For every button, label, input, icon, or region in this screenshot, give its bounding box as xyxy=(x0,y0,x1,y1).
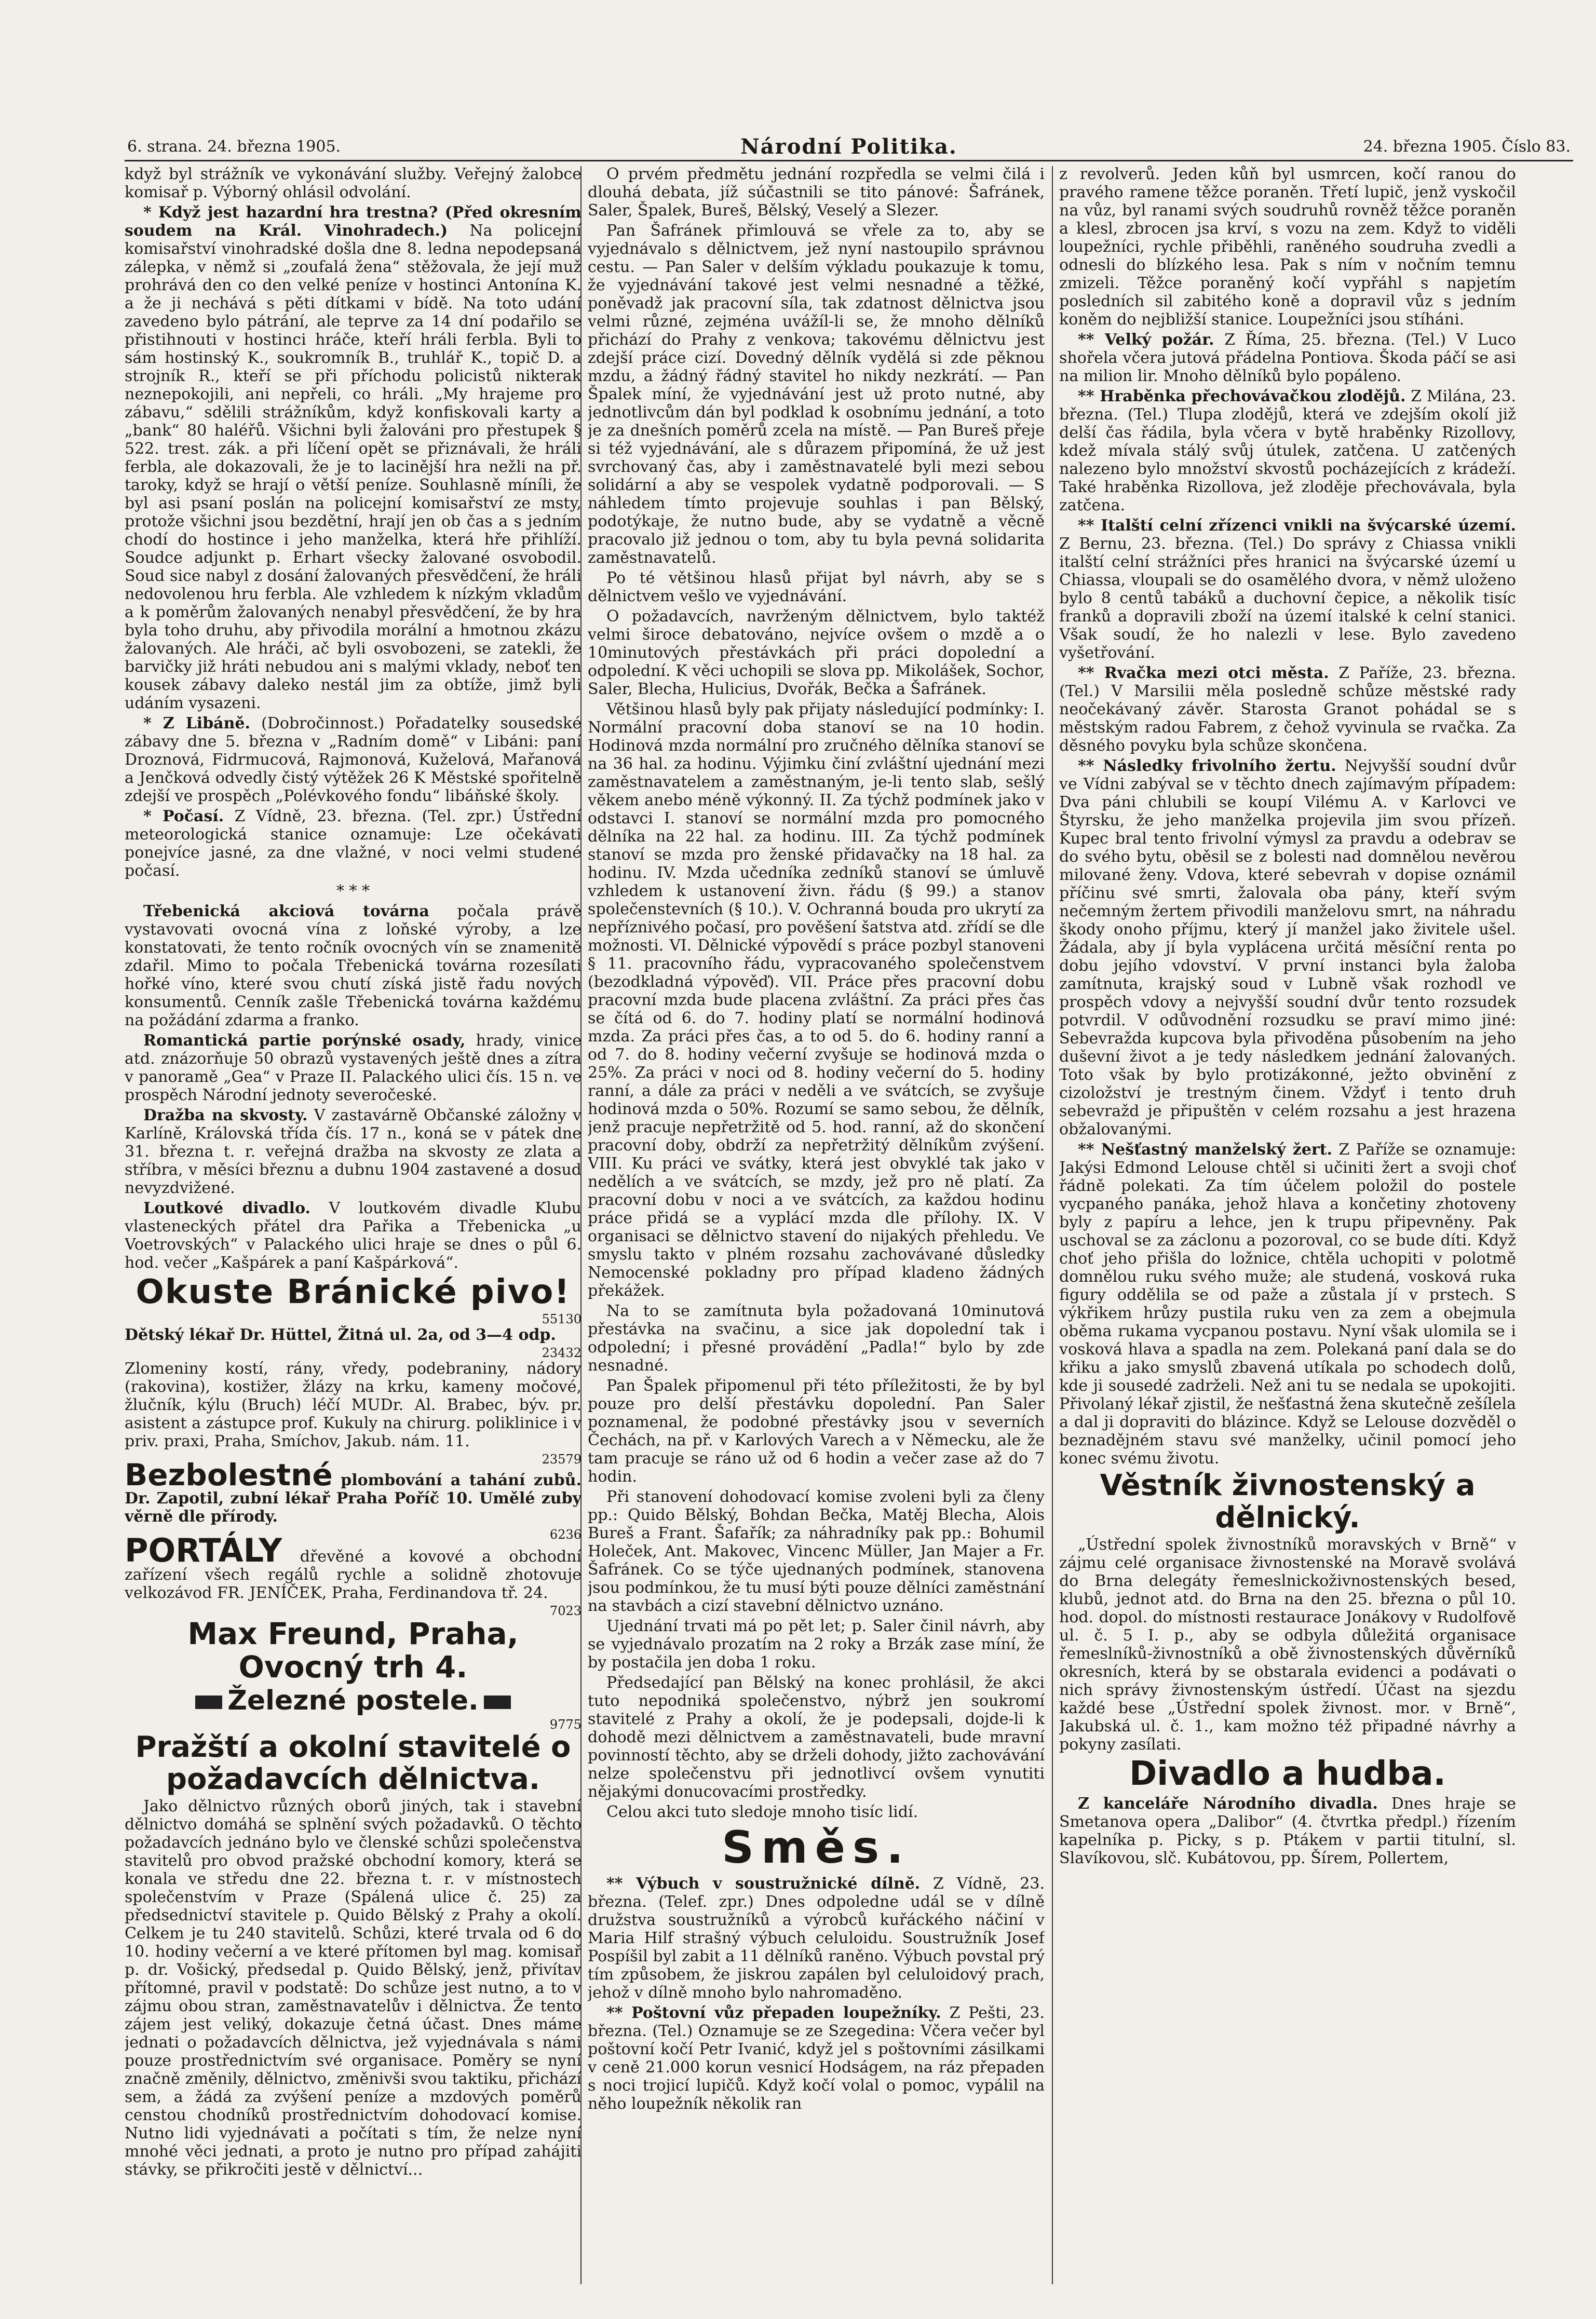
ad-block: PORTÁLY dřevěné a kovové a obchodní zařízení všech regálů rychle a solidně zhotovuje velkozávod FR. JENÍČEK, Praha, Ferdinandova tř. 24. xyxy=(125,1531,581,1603)
ad-text: Dětský lékař Dr. Hüttel, Žitná ul. 2a, od 3—4 odp. xyxy=(125,1326,556,1345)
article: ** Italští celní zřízenci vnikli na švýcarské území. Z Bernu, 23. března. (Tel.) Do správy z Chiassa vnikli italští celní strážníci přes hranici na švýcarské území u Chiassa, vloupali se do osamělého dvora, v němž uloženo bylo 8 centů tabáků a duchovní čepice, a několik tisíc franků a dopravili zboží na území italské k celní stanici. Však soudí, že ho nalezli v lese. Bylo zavedeno vyšetřování. xyxy=(1059,517,1516,662)
article: ** Nešťastný manželský žert. Z Paříže se oznamuje: Jakýsi Edmond Lelouse chtěl si učiniti žert a svoji choť řádně polekati. Za tím účelem položil do postele vycpaného panáka, jehož hlava a končetiny zhotoveny byly z papíru a lehce, jen k trupu připevněny. Pak uschoval se za záclonu a pozoroval, co se bude díti. Když choť jeho přišla do ložnice, chtěla uchopiti v polotmě domnělou ruku svého muže; ale studená, vosková ruka figury oddělila se od paže a zůstala jí v prstech. S výkřikem hrůzy pustila ruku ven za zem a obejmula oběma rukama vycpanou postavu. Nyní však ulomila se i vosková hlava a spadla na zem. Polekaná paní dala se do křiku a jako smyslů zbavená utíkala po schodech dolů, kde ji sousedé zadrželi. Než ani tu se nedala se upokojiti. Přivolaný lékař zjistil, že nešťastná žena skutečně zešílela a dal ji dopraviti do blázince. Když se Lelouse dozvěděl o beznadějném stavu své manželky, učinil pomocí jeho konec svému životu. xyxy=(1059,1141,1516,1468)
masthead: Národní Politika. xyxy=(740,134,957,159)
article: ** Poštovní vůz přepaden loupežníky. Z Pešti, 23. března. (Tel.) Oznamuje se ze Szegedina: Včera večer byl poštovní kočí Petr Ivanić, když jel s poštovními zásilkami v ceně 21.000 korun vesnicí Hodságem, na ráz přepaden s noci trojicí lupičů. Když kočí volal o pomoc, vypálil na něho loupežník několik ran xyxy=(588,2003,1045,2113)
article: * Z Libáně. (Dobročinnost.) Pořadatelky sousedské zábavy dne 5. března v „Radním domě“ v Libáni: paní Droznová, Fidrmucová, Rajmonová, Kuželová, Mařanová a Jenčková odvedly čistý výtěžek 26 K Městské spořitelně zdejší ve prospěch „Polévkového fondu“ libáňské školy. xyxy=(125,714,581,805)
article: ** Rvačka mezi otci města. Z Paříže, 23. března. (Tel.) V Marsilii měla posledně schůze městské rady neočekávaný závěr. Starosta Granot pohádal se s městským radou Fabrem, z čehož vyvinula se rvačka. Za děsného povyku byla schůze skončena. xyxy=(1059,664,1516,755)
paragraph: Při stanovení dohodovací komise zvoleni byli za členy pp.: Quido Bělský, Bohdan Bečka, Matěj Blecha, Alois Bureš a Frant. Šafařík; za náhradníky pak pp.: Bohumil Holeček, Ant. Makovec, Vincenc Müller, Jan Majer a Fr. Šafránek. Co se týče ujednaných podmínek, stanovena jsou podmínkou, že tu musí býti pouze dělníci zaměstnání na stavbách a cizí stavební dělnictvo uznáno. xyxy=(588,1488,1045,1615)
paragraph: když byl strážník ve vykonávání služby. Veřejný žalobce komisař p. Výborný ohlásil odvolání. xyxy=(125,165,581,201)
paragraph: Na to se zamítnuta byla požadovaná 10minutová přestávka na svačinu, a sice jak dopolední tak i odpolední; i přesné provádění „Padla!“ bylo by zde nesnadné. xyxy=(588,1302,1045,1375)
column-3 xyxy=(1059,165,1516,2288)
ad-headline: Železné postele. xyxy=(125,1686,581,1716)
article: ** Velký požár. Z Říma, 25. března. (Tel.) V Luco shořela včera jutová přádelna Pontiova. Škoda páčí se asi na milion lir. Mnoho dělníků bylo popáleno. xyxy=(1059,331,1516,385)
paragraph: O prvém předmětu jednání rozpředla se velmi čilá i dlouhá debata, jíž súčastnili se tito pánové: Šafránek, Saler, Špalek, Bureš, Bělský, Veselý a Slezer. xyxy=(588,165,1045,220)
header-rule xyxy=(125,160,1573,161)
article: ** Výbuch v soustružnické dílně. Z Vídně, 23. března. (Telef. zpr.) Dnes odpoledne udál se v dílně družstva soustružníků a výrobců kuřáckého náčiní v Maria Hilf strašný výbuch celuloidu. Soustružník Josef Pospíšil byl zabit a 11 dělníků raněno. Výbuch povstal prý tím způsobem, že jiskrou zapálen byl celuloidový prach, jehož v dílně mnoho bylo nahromaděno. xyxy=(588,1874,1045,2002)
paragraph: Pan Špalek připomenul při této příležitosti, že by byl pouze pro delší přestávku dopolední. Pan Saler poznamenal, že podobné přestávky jsou v severních Čechách, na př. v Karlových Varech a v Německu, ale že tam pracuje se ráno už od 6 hodin a večer zase až do 7 hodin. xyxy=(588,1377,1045,1486)
paragraph: Jako dělnictvo různých oborů jiných, tak i stavební dělnictvo domáhá se splnění svých požadavků. O těchto požadavcích jednáno bylo ve členské schůzi společenstva stavitelů pro obvod pražské obchodní komory, která se konala ve středu dne 22. března t. r. v místnostech společenstvím v Praze (Spálená ulice č. 25) za předsednictví stavitele p. Quido Bělský z Prahy a okolí. Celkem je tu 240 stavitelů. Schůzi, které trvala od 6 do 10. hodiny večerní a ve které přítomen byl mag. komisař p. dr. Vošický, předsedal p. Quido Bělský, jenž, přivítav přítomné, pravil v podstatě: Do schůze jest nutno, a to v zájmu obou stran, zaměstnavatelův i dělnictva. Že tento zájem jest veliký, dokazuje četná účast. Dnes máme jednati o požadavcích dělnictva, jež vyjednávala s námi pouze prostřednictvím své organisace. Poměry se nyní značně změnily, dělnictvo, změnivši svou taktiku, přichází sem, a žádá za zvýšení peníze a mzdových poměrů censtou chodníků prostřednictvím dohodovací komise. Nutno lidi vyjednávati a počítati s tím, že nelze nyní mnohé věci jednati, a proto je nutno pro případ zahájiti stávky, se přikročiti jestě v dělnictví... xyxy=(125,1797,581,2179)
article: ** Hraběnka přechovávačkou zlodějů. Z Milána, 23. března. (Tel.) Tlupa zlodějů, která ve zdejším okolí již delší čas řádila, byla včera v bytě hraběnky Rizollovy, kdež mívala stálý svůj útulek, zatčena. U zatčených nalezeno bylo množství skvostů pocházejících z krádeží. Také hraběnka Rizollova, jež zloděje přechovávala, byla zatčena. xyxy=(1059,387,1516,514)
hand-pointer-icon xyxy=(195,1696,222,1709)
ad-number: 55130 xyxy=(542,1312,581,1327)
paragraph: „Ústřední spolek živnostníků moravských v Brně“ v zájmu celé organisace živnostenské na Moravě svolává do Brna delegáty řemeslnickoživnostenských besed, klubů, jednot atd. do Brna na den 25. března o půl 10. hod. dopol. do místnosti restaurace Jonákovy v Rudolfově ul. č. 5 I. p., aby se odbyla důležitá organisace řemeslníků-živnostníků a obě živnostenských důvěrníků okresních, která by se obstarala evidenci a podávati o nich správy živnostenským ústředí. Účast na sjezdu každé bese „Ústřední spolek živnost. mor. v Brně“, Jakubská ul. č. 1., kam možno též připadné návrhy a pokyny zasílati. xyxy=(1059,1536,1516,1754)
article: Dražba na skvosty. V zastavárně Občanské záložny v Karlíně, Královská třída čís. 17 n., koná se v pátek dne 31. března t. r. veřejná dražba na skvosty ze zlata a stříbra, v měsíci březnu a dubnu 1904 zastavené a dosud nevyzdvižené. xyxy=(125,1106,581,1197)
ad-text: Zlomeniny kostí, rány, vředy, podebraniny, nádory (rakovina), kostižer, žlázy na krku, kameny močové, žlučník, kýlu (Bruch) léčí MUDr. Al. Brabec, býv. pr. asistent a zástupce prof. Kukuly na chirurg. poliklinice i v priv. praxi, Praha, Smíchov, Jakub. nám. 11. xyxy=(125,1360,581,1451)
article: Loutkové divadlo. V loutkovém divadle Klubu vlasteneckých přátel dra Pařika a Třebenicka „u Voetrovských“ v Palackého ulici hraje se dnes o půl 6. hod. večer „Kašpárek a paní Kašpárková“. xyxy=(125,1199,581,1272)
paragraph: O požadavcích, navrženým dělnictvem, bylo taktéž velmi široce debatováno, nejvíce ovšem o mzdě a o 10minutových přestávkách při práci dopolední a odpolední. K věci uchopili se slova pp. Mikolášek, Sochor, Saler, Blecha, Hulicius, Dvořák, Bečka a Šafránek. xyxy=(588,607,1045,698)
article: * Když jest hazardní hra trestna? (Před okresním soudem na Král. Vinohradech.) Na policejní komisařství vinohradské došla dne 8. ledna nepodepsaná zálepka, v němž si „zoufalá žena“ stěžovala, že její muž prohrává den co den velké peníze v hostinci Antonína K. a že ji nechává s pěti dítkami v bídě. Na toto udání zavedeno bylo pátrání, ale teprve za 14 dní podařilo se přistihnouti v hostinci hráče, kteří hráli ferbla. Byli to sám hostinský K., soukromník B., truhlář K., topič D. a strojník R., kteří se při příchodu policistů nikterak neznepokojili, ani nepřeli, co hráli. „My hrajeme pro zábavu,“ sdělili strážníkům, když konfiskovali karty a „bank“ 80 haléřů. Všichni byli žalováni pro přestupek § 522. trest. zák. a při líčení opět se přiznávali, že hráli ferbla, ale dokazovali, že je to lacinější hra nežli na př. taroky, když se hrají o větší peníze. Souhlasně míníli, že byl asi psaní poslán na policejní komisařství ze msty, protože všichni jsou bezdětní, hrají jen ob čas a s jedním chodí do hostince i jeho manželka, která hře přihlíží. Soudce adjunkt p. Erhart všecky žalované osvobodil. Soud sice nabyl z dosání žalovaných přesvědčení, že hráli nedovolenou hru ferbla. Ale vzhledem k nízkým vkladům a k poměrům žalovaných nenabyl přesvědčení, že by hra byla toho druhu, aby přivodila morální a hmotnou zkázu žalovaných. Ale hráči, ač byli osvobozeni, se zatekli, že barvičky již hráti nebudou ani s malými vklady, neboť ten kousek zábavy daleko nestál jim za obtíže, jimž byli udáním vysazeni. xyxy=(125,204,581,712)
paragraph: z revolverů. Jeden kůň byl usmrcen, kočí ranou do pravého ramene těžce poraněn. Třetí lupič, jenž vyskočil na vůz, byl ranami svých soudruhů rovněž těžce poraněn a klesl, zbrocen jsa krví, s vozu na zem. Když to viděli loupežníci, rychle přiběhli, raněného soudruha zvedli a odnesli do blízkého lesa. Pak s ním v nočním temnu zmizeli. Těžce poraněný kočí vypřáhl s napjetím posledních sil zabitého koně a dopravil vůz s jedním koněm do nejbližší stanice. Loupežníci jsou stíháni. xyxy=(1059,165,1516,329)
column-divider-2 xyxy=(1052,166,1053,2284)
section-stars: * * * xyxy=(336,882,370,900)
paragraph: Ujednání trvati má po pět let; p. Saler činil návrh, aby se vyjednávalo prozatím na 2 roky a Brzák zase míní, že by postačila jen doba 1 roku. xyxy=(588,1617,1045,1672)
paragraph: Celou akci tuto sledoje mnoho tisíc lidí. xyxy=(606,1803,918,1821)
article: ** Následky frivolního žertu. Nejvyšší soudní dvůr ve Vídni zabýval se v těchto dnech zajímavým případem: Dva páni chlubili se koupí Vilému A. v Karlovci ve Štyrsku, že jeho manželka projevila jim svou přízeň. Kupec bral tento frivolní výmysl za pravdu a odebrav se do svého bytu, oběsil se z bolesti nad domnělou nevěrou milované ženy. Vdova, které sebevrah v dopise oznámil příčinu své smrti, žalovala oba pány, kteří svým nečemným žertem přivodili manželovu smrt, na náhradu škody onoho příjmu, který jí manžel jako živitele ušel. Žádala, aby jí byla vyplácena určitá měsíční renta po dobu jejího vdovství. V první instanci byla žaloba zamítnuta, krajský soud v Lubně však rozhodl ve prospěch vdovy a nejvyšší soudní dvůr tento rozsudek potvrdil. V odůvodnění rozsudku se praví mimo jiné: Sebevražda kupcova byla přivoděna působením na jeho duševní život a je tedy následkem jednání žalovaných. Toto však by bylo protizákonné, ježto obvinění z cizoložství je trestným činem. Vždyť i tento druh sebevražd je připuštěn v celém rozsahu a jest hrazena obžalovanými. xyxy=(1059,757,1516,1138)
article: * Počasí. Z Vídně, 23. března. (Tel. zpr.) Ústřední meteorologická stanice oznamuje: Lze očekávati ponejvíce jasné, za dne vlažné, v noci velmi studené počasí. xyxy=(125,807,581,880)
header-right: 24. března 1905. Číslo 83. xyxy=(1363,138,1571,156)
column-2 xyxy=(588,165,1045,2288)
paragraph: Pan Šafránek přimlouvá se vřele za to, aby se vyjednávalo s dělnictvem, jež nyní nastoupilo správnou cestu. — Pan Saler v delším výkladu poukazuje k tomu, že vyjednávání takové jest velmi nesnadné a těžké, poněvadž jak pracovní síla, tak zdatnost dělnictva jsou velmi různé, zejména uvážíl-li se, že mnoho dělníků přichází do Prahy z venkova; takovému dělnictvu jest zdejší práce cizí. Dovedný dělník vydělá si zde pěknou mzdu, a žádný řádný stavitel ho nikdy nezkrátí. — Pan Špalek míní, že vyjednávání jest už proto nutné, aby jednotlivcům dán byl podklad k osobnímu jednání, a toto je za dnešních poměrů zcela na místě. — Pan Bureš přeje si též vyjednávání, ale s důrazem připomíná, že už jest svrchovaný čas, aby i zaměstnavatelé byli mezi sebou solidární a aby se vespolek vydatně podporovali. — S náhledem tímto projevuje souhlas i pan Bělský, podotýkaje, že nutno bude, aby se vydatně a věcně pracovalo již jednou o tom, aby tu byla pevná solidarita zaměstnavatelů. xyxy=(588,222,1045,567)
ad-number: 9775 xyxy=(549,1717,581,1732)
section-headline: Směs. xyxy=(722,1822,911,1874)
paragraph: Předsedající pan Bělský na konec prohlásil, že akci tuto nepodniká společenstvo, nýbrž jen soukromí stavitelé z Prahy a okolí, že je podepsali, dojde-li k dohodě mezi dělnictvem a zaměstnavateli, bude mravní povinností těchto, aby se drželi dohody, jižto zachovávání nelze společenstvu při jednotlivcí ovšem vynutiti nějakými donucovacími prostředky. xyxy=(588,1674,1045,1801)
section-headline: Divadlo a hudba. xyxy=(1129,1755,1446,1794)
ad-number: 6236 xyxy=(549,1527,581,1542)
ad-headline: Okuste Bránické pivo! xyxy=(136,1273,571,1311)
article: Třebenická akciová továrna počala právě vystavovati ovocná vína z loňské výroby, a lze konstatovati, že tento ročník ovocných vín se znamenitě zdařil. Mimo to počala Třebenická továrna rozesílati hořké víno, které svou chutí získá jistě řadu nových konsumentů. Cenník zašle Třebenická továrna každému na požádání zdarma a franko. xyxy=(125,902,581,1029)
article: Romantická partie porýnské osady, hrady, vinice atd. znázorňuje 50 obrazů vystavených ještě dnes a zítra v panoramě „Gea“ v Praze II. Palackého ulici čís. 15 n. ve prospěch Národní jednoty severočeské. xyxy=(125,1032,581,1104)
ad-number: 23579 xyxy=(542,1452,581,1467)
page-header xyxy=(127,134,1571,160)
hand-pointer-icon xyxy=(484,1696,511,1709)
paragraph: Po té většinou hlasů přijat byl návrh, aby se s dělnictvem vešlo ve vyjednávání. xyxy=(588,569,1045,605)
ad-headline: Max Freund, Praha, Ovocný trh 4. xyxy=(187,1616,519,1685)
ad-number: 7023 xyxy=(549,1604,581,1619)
column-1 xyxy=(125,165,581,2288)
ad-number: 23432 xyxy=(542,1346,581,1361)
section-headline: Pražští a okolní stavitelé o požadavcích dělnictva. xyxy=(135,1730,571,1796)
paragraph: Většinou hlasů byly pak přijaty následující podmínky: I. Normální pracovní doba stanoví se na 10 hodin. Hodinová mzda normální pro zručného dělníka stanoví se na 36 hal. za hodinu. Výjimku činí zvláštní ujednání mezi zaměstnavatelem a zaměstnaným, je-li tento slab, sešlý věkem anebo méně výkonný. II. Za týchž podmínek jako v odstavci I. stanoví se normální mzda pro pomocného dělníka na 22 hal. za hodinu. III. Za týchž podmínek stanoví se mzda pro ženské přidavačky na 18 hal. za hodinu. IV. Mzda učedníka zedníků stanoví se úmluvě vzhledem k ustanovení živn. řádu (§ 99.) a stanov společenstevních (§ 10.). V. Ochranná bouda pro ukrytí za nepříznivého počasí, pro pověšení šatstva atd. zřídí se dle možnosti. VI. Dělnické výpovědí s práce pozbyl stanoveni § 11. pracovního řádu, vypracovaného společenstvem (bezodkladná výpověď). VII. Práce přes pracovní dobu pracovní mzda bude placena zvláštní. Za práci přes čas se čítá od 6. do 7. hodiny platí se normální hodinová mzda. Za práci přes čas, a to od 5. do 6. hodiny ranní a od 7. do 8. hodiny večerní zvyšuje se hodinová mzda o 25%. Za práci v noci od 8. hodiny večerní do 5. hodiny ranní, a dále za práci v neděli a ve svátcích, se zvyšuje hodinová mzda o 50%. Rozumí se samo sebou, že dělník, jenž pracuje nepřetržitě od 5. hod. ranní, až do skončení pracovní doby, obdrží za nepřetržitý dělníkům zvýšení. VIII. Ku práci ve svátky, která jest obvyklé tak jako v nedělích a ve svátcích, se mzdy, jež pro ně platí. Za pracovní dobu v noci a ve svátcích, za každou hodinu práce přidá se a vyplácí mzda dle přílohy. IX. V organisaci se dělnictvo stavení do nijakých přehledu. Ve smyslu takto v plném rozsahu zachovávané důsledky Nemocenské pokladny pro případ kladeno žádných překážek. xyxy=(588,700,1045,1300)
section-headline: Věstník živnostenský a dělnický. xyxy=(1100,1469,1476,1535)
header-left: 6. strana. 24. března 1905. xyxy=(127,138,341,156)
article: Z kanceláře Národního divadla. Dnes hraje se Smetanova opera „Dalibor“ (4. čtvrtka předpl.) řízením kapelníka p. Picky, s p. Ptákem v partii titulní, sl. Slavíkovou, slč. Kubátovou, pp. Šírem, Pollertem, xyxy=(1059,1794,1516,1867)
ad-block: Bezbolestné plombování a tahání zubů. Dr. Zapotil, zubní lékař Praha Poříč 10. Umělé zuby věrně dle přírody. xyxy=(125,1457,581,1526)
